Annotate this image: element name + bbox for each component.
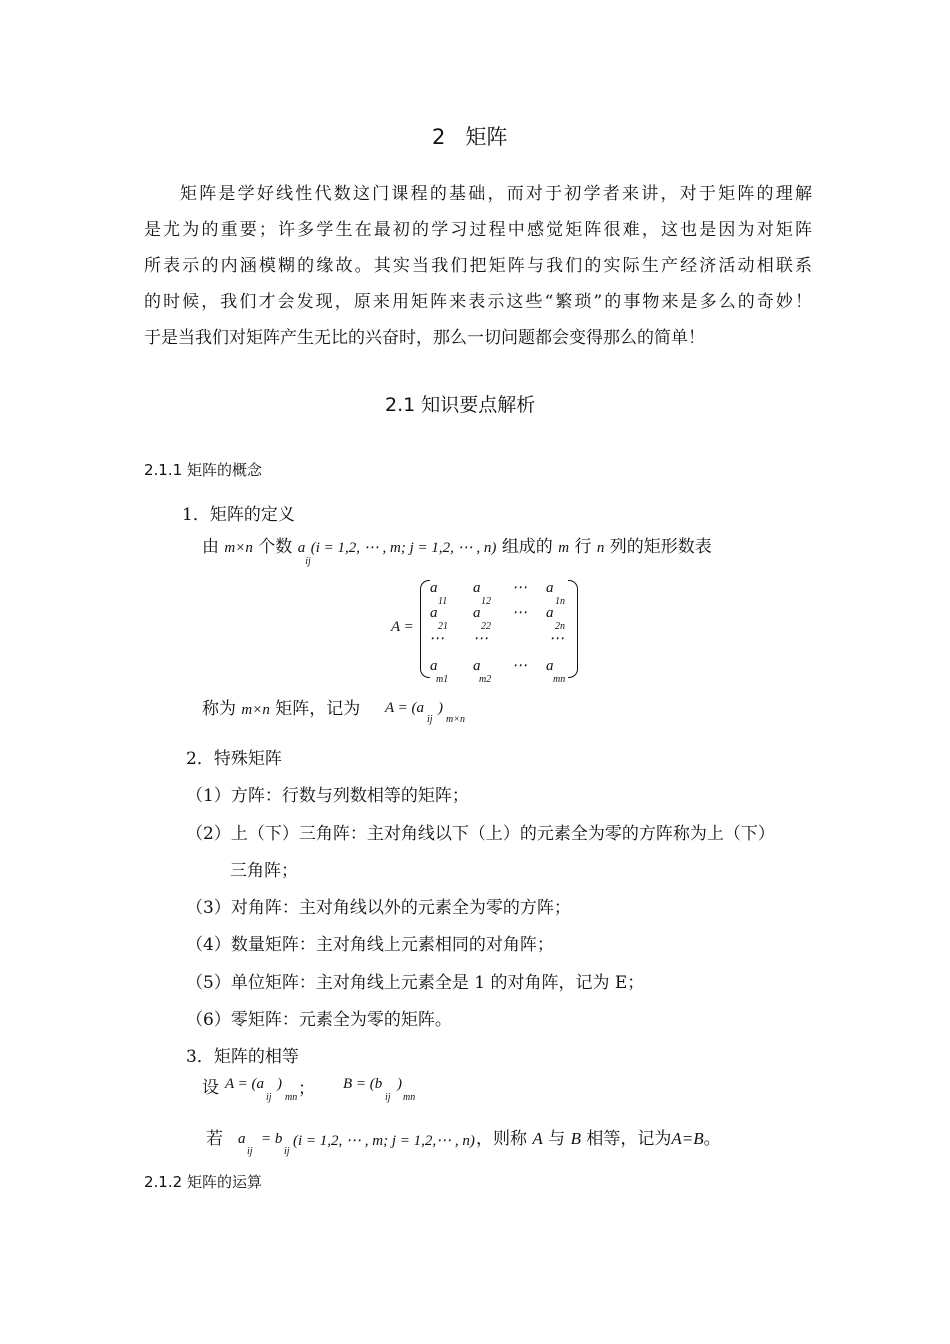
notation-formula: A = (a [385, 700, 425, 716]
text: 矩阵，记为 [275, 699, 361, 719]
text: 。 [703, 1129, 721, 1149]
subsection-number: 2.1.1 [144, 461, 183, 479]
item-heading: 2．特殊矩阵 [186, 749, 282, 769]
text: 列的矩形数表 [609, 537, 712, 557]
subscript: ij [427, 714, 433, 725]
section-title: 知识要点解析 [421, 394, 536, 416]
subscript: ij [305, 556, 311, 568]
matrix-entry: a [546, 658, 554, 674]
equals-b: = b [261, 1131, 283, 1147]
subsection-number: 2.1.2 [144, 1173, 183, 1191]
condition: (i = 1,2, ⋯ , m; j = 1,2,⋯ , n) [293, 1133, 475, 1149]
intro-paragraph [144, 176, 812, 356]
element-a: a [238, 1131, 246, 1147]
cols-symbol: n [596, 540, 605, 556]
matrix-subscript: 11 [438, 596, 448, 607]
symbol-b: B [570, 1129, 581, 1148]
section-heading [385, 390, 535, 417]
text: 由 [202, 537, 219, 557]
list-item: （5）单位矩阵：主对角线上元素全是 1 的对角阵，记为 E； [186, 973, 645, 993]
section-number: 2.1 [385, 394, 416, 416]
subsection-title: 矩阵的概念 [186, 461, 262, 479]
item-heading: 3．矩阵的相等 [186, 1047, 299, 1067]
subsection-title: 矩阵的运算 [186, 1173, 262, 1191]
matrix-subscript: 22 [481, 621, 491, 632]
equality: A=B [671, 1129, 704, 1148]
intro-line: 是尤为的重要；许多学生在最初的学习过程中感觉矩阵很难，这也是因为对矩阵 [144, 220, 812, 240]
matrix-entry: a [546, 580, 554, 596]
matrix-dots: ⋯ [512, 580, 527, 596]
intro-line: 所表示的内涵模糊的缘故。其实当我们把矩阵与我们的实际生产经济活动相联系 [144, 256, 812, 276]
subscript: mn [403, 1092, 416, 1103]
matrix-entry: a [430, 605, 438, 621]
text: 组成的 [501, 537, 553, 557]
text: 称为 [202, 699, 236, 719]
text: 设 [202, 1078, 219, 1098]
close-paren: ) [397, 1076, 402, 1092]
matrix-dots: ⋯ [512, 605, 527, 621]
text: 行 [574, 537, 592, 557]
subscript: m×n [446, 714, 465, 725]
matrix-subscript: mn [553, 674, 566, 685]
chapter-number: 2 [432, 125, 446, 149]
list-item: （6）零矩阵：元素全为零的矩阵。 [186, 1010, 452, 1030]
subscript: ij [385, 1092, 391, 1103]
matrix-dots: ⋯ [473, 631, 488, 647]
text: 若 [206, 1129, 223, 1149]
subscript: ij [266, 1092, 272, 1103]
index-range: (i = 1,2, ⋯ , m; j = 1,2, ⋯ , n) [310, 540, 497, 556]
matrix-subscript: 21 [438, 621, 448, 632]
matrix-notation-line [202, 694, 360, 719]
subscript: ij [247, 1146, 253, 1157]
item-heading: 1．矩阵的定义 [182, 505, 295, 525]
subsection-heading [144, 1171, 262, 1192]
text: 与 [548, 1129, 566, 1149]
matrix-entry: a [430, 658, 438, 674]
matrix-entry: a [546, 605, 554, 621]
right-paren [568, 580, 578, 678]
list-item: （2）上（下）三角阵：主对角线以下（上）的元素全为零的方阵称为上（下） [186, 824, 775, 844]
matrix-subscript: m2 [479, 674, 492, 685]
dims: m×n [224, 540, 253, 556]
dims: m×n [241, 702, 270, 718]
rows-symbol: m [558, 540, 570, 556]
matrix-a-def: A = (a [225, 1076, 265, 1092]
matrix-dots: ⋯ [512, 658, 527, 674]
matrix-dots: ⋯ [549, 631, 564, 647]
symbol-a: A [532, 1129, 543, 1148]
chapter-title [432, 121, 507, 151]
matrix-entry: a [473, 605, 481, 621]
intro-line: 矩阵是学好线性代数这门课程的基础，而对于初学者来讲，对于矩阵的理解 [180, 184, 812, 204]
list-item: （3）对角阵：主对角线以外的元素全为零的方阵； [186, 898, 571, 918]
matrix-dots: ⋯ [429, 631, 444, 647]
close-paren: ) [277, 1076, 282, 1092]
matrix-subscript: m1 [436, 674, 449, 685]
intro-line: 于是当我们对矩阵产生无比的兴奋时，那么一切问题都会变得那么的简单！ [144, 328, 705, 348]
subscript: ij [284, 1146, 290, 1157]
matrix-entry: a [473, 658, 481, 674]
matrix-lhs: A = [391, 619, 414, 635]
chapter-name: 矩阵 [465, 125, 508, 149]
matrix-entry: a [473, 580, 481, 596]
text: 相等，记为 [586, 1129, 672, 1149]
list-item: （4）数量矩阵：主对角线上元素相同的对角阵； [186, 935, 554, 955]
subscript: mn [285, 1092, 298, 1103]
list-item-continued: 三角阵； [230, 861, 298, 881]
matrix-entry: a [430, 580, 438, 596]
matrix-subscript: 12 [481, 596, 491, 607]
close-paren: ) [438, 700, 443, 716]
list-item: （1）方阵：行数与列数相等的矩阵； [186, 786, 469, 806]
matrix-b-def: B = (b [343, 1076, 383, 1092]
matrix-subscript: 2n [555, 621, 565, 632]
equality-conclusion [476, 1124, 721, 1149]
semicolon: ； [298, 1079, 315, 1099]
definition-line [202, 532, 712, 568]
text: 个数 [258, 537, 293, 557]
intro-line: 的时候，我们才会发现，原来用矩阵来表示这些“繁琐”的事物来是多么的奇妙！ [144, 292, 812, 312]
matrix-subscript: 1n [555, 596, 565, 607]
element-symbol: a [297, 540, 306, 556]
text: ，则称 [476, 1129, 527, 1149]
subsection-heading [144, 459, 262, 480]
